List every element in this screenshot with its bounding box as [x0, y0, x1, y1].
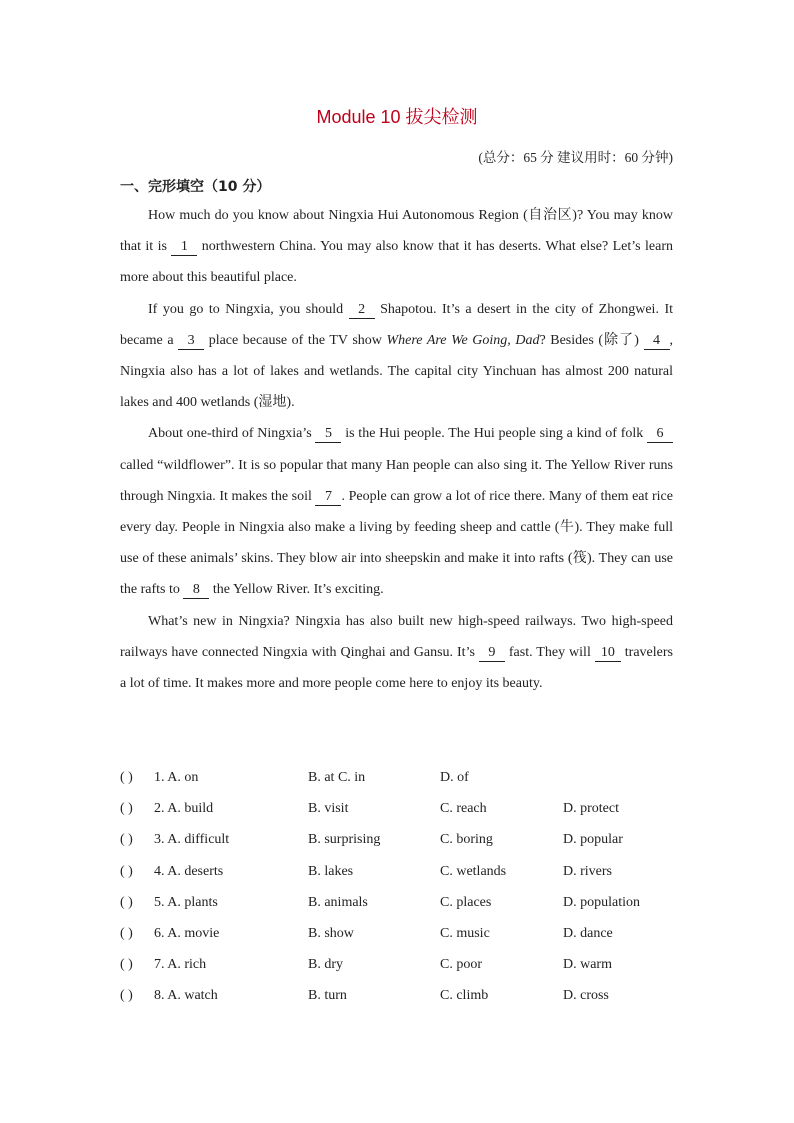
- blank-10[interactable]: 10: [595, 645, 621, 662]
- option-b: B. at C. in: [308, 770, 366, 785]
- passage-text: , Ningxia also has a lot of lakes and wetlands. The capital city Yinchuan has almost 200 natural lakes and 400 wetlands (湿地).: [120, 332, 673, 411]
- option-a: 1. A. on: [154, 770, 199, 785]
- answer-paren[interactable]: ( ): [120, 925, 133, 941]
- passage-text: called “wildflower”. It is so popular that many Han people can also sing it. The Yellow River runs through Ningxia. It makes the soil: [120, 457, 673, 504]
- option-d: D. rivers: [563, 863, 612, 879]
- option-b: B. lakes: [308, 863, 354, 879]
- question-row: [120, 824, 680, 855]
- option-c: C. boring: [440, 832, 493, 848]
- option-c: C. reach: [440, 801, 487, 817]
- score-time-info: (总分：65 分 建议用时：60 分钟): [478, 150, 673, 165]
- option-a: 3. A. difficult: [154, 832, 230, 848]
- option-d: D. popular: [563, 832, 623, 848]
- passage-text: If you go to Ningxia, you should: [148, 301, 349, 317]
- question-row: [120, 856, 680, 887]
- answer-paren[interactable]: ( ): [120, 832, 133, 848]
- passage-text: is the Hui people. The Hui people sing a kind of folk: [341, 426, 648, 442]
- passage-paragraph: [120, 418, 673, 605]
- option-b: B. animals: [308, 894, 368, 910]
- option-b: B. show: [308, 925, 354, 941]
- passage-text: northwestern China. You may also know that it has deserts. What else? Let’s learn more about this beautiful place.: [120, 239, 673, 286]
- show-title: Where Are We Going, Dad: [386, 332, 540, 348]
- blank-8[interactable]: 8: [183, 582, 209, 599]
- blank-4[interactable]: 4: [644, 333, 670, 350]
- option-a: 5. A. plants: [154, 894, 218, 910]
- answer-paren[interactable]: ( ): [120, 894, 133, 910]
- option-c: D. of: [440, 770, 469, 785]
- option-b: B. visit: [308, 801, 349, 817]
- option-a: 6. A. movie: [154, 925, 220, 941]
- passage-paragraph: [120, 200, 673, 294]
- blank-5[interactable]: 5: [315, 426, 341, 443]
- passage-paragraph: [120, 294, 673, 419]
- blank-9[interactable]: 9: [479, 645, 505, 662]
- option-b: B. surprising: [308, 832, 381, 848]
- answer-paren[interactable]: ( ): [120, 988, 133, 1004]
- option-c: C. places: [440, 894, 492, 910]
- question-row: [120, 980, 680, 1011]
- section-heading: 一、完形填空（10 分）: [120, 179, 271, 195]
- option-b: B. dry: [308, 957, 343, 973]
- answer-paren[interactable]: ( ): [120, 863, 133, 879]
- passage-text: . People can grow a lot of rice there. Many of them eat rice every day. People in Ningxia also make a living by feeding sheep and cattle (牛). They make full use of these animals’ skins. They blow air into sheepskin and make it into rafts (筏). They can use the rafts to: [120, 488, 673, 598]
- option-d: D. dance: [563, 925, 613, 941]
- passage-text: How much do you know about Ningxia Hui Autonomous Region (自治区)? You may know that it is: [120, 208, 673, 255]
- option-d: D. protect: [563, 801, 619, 817]
- passage-paragraph: [120, 606, 673, 700]
- blank-1[interactable]: 1: [171, 239, 197, 256]
- answer-paren[interactable]: ( ): [120, 801, 133, 817]
- option-c: C. music: [440, 925, 490, 941]
- option-d: D. warm: [563, 957, 612, 973]
- answer-paren[interactable]: ( ): [120, 770, 133, 785]
- cloze-passage: [120, 200, 673, 699]
- answer-options: [120, 762, 680, 1012]
- option-d: D. population: [563, 894, 640, 910]
- option-c: C. climb: [440, 988, 489, 1004]
- option-c: C. wetlands: [440, 863, 507, 879]
- option-c: C. poor: [440, 957, 482, 973]
- option-a: 7. A. rich: [154, 957, 207, 973]
- option-a: 8. A. watch: [154, 988, 218, 1004]
- blank-3[interactable]: 3: [178, 333, 204, 350]
- option-a: 2. A. build: [154, 801, 214, 817]
- passage-text: place because of the TV show: [204, 332, 387, 348]
- option-b: B. turn: [308, 988, 347, 1004]
- passage-text: travelers a lot of time. It makes more and more people come here to enjoy its beauty.: [120, 644, 673, 692]
- question-row: [120, 762, 680, 793]
- passage-text: Shapotou. It’s a desert in the city of Zhongwei. It became a: [120, 301, 673, 348]
- question-row: [120, 887, 680, 918]
- passage-text: About one-third of Ningxia’s: [148, 426, 316, 442]
- blank-6[interactable]: 6: [647, 426, 673, 443]
- passage-text: fast. They will: [504, 644, 595, 660]
- option-d: D. cross: [563, 988, 609, 1004]
- question-row: [120, 918, 680, 949]
- passage-text: What’s new in Ningxia? Ningxia has also built new high-speed railways. Two high-speed railways have connected Ningxia with Qinghai and Gansu. It’s: [120, 613, 673, 660]
- passage-text: ? Besides (除了): [539, 332, 644, 348]
- blank-2[interactable]: 2: [349, 302, 375, 319]
- question-row: [120, 949, 680, 980]
- answer-paren[interactable]: ( ): [120, 957, 133, 973]
- page-title: Module 10 拔尖检测: [316, 107, 478, 127]
- question-row: [120, 793, 680, 824]
- blank-7[interactable]: 7: [315, 489, 341, 506]
- option-a: 4. A. deserts: [154, 863, 224, 879]
- passage-text: the Yellow River. It’s exciting.: [209, 582, 384, 598]
